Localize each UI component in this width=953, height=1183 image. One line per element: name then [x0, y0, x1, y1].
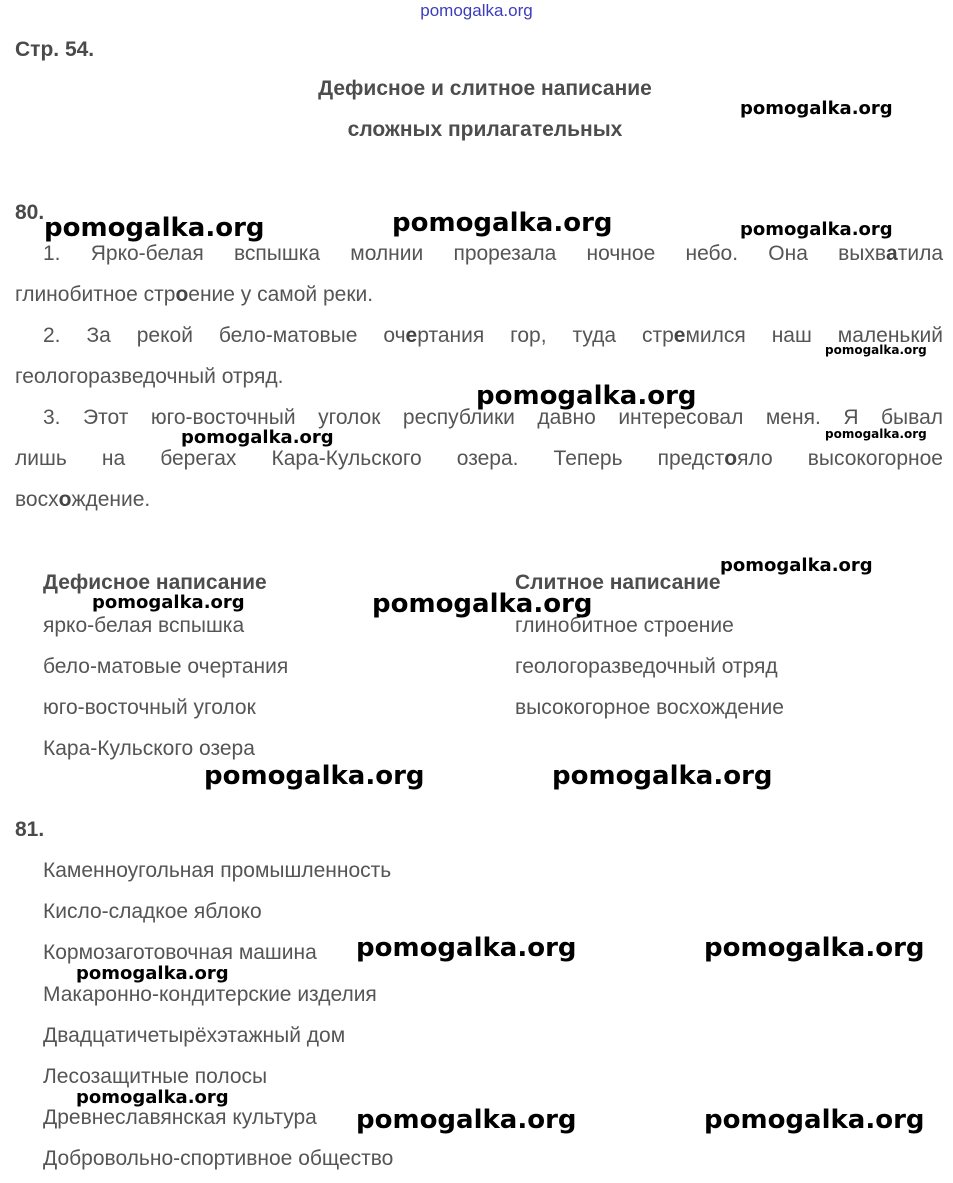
- watermark: pomogalka.org: [44, 213, 265, 243]
- watermark: pomogalka.org: [825, 427, 927, 441]
- watermark: pomogalka.org: [92, 592, 245, 613]
- list-item: Каменноугольная промышленность: [43, 859, 392, 882]
- watermark: pomogalka.org: [76, 1087, 229, 1108]
- watermark: pomogalka.org: [740, 98, 893, 119]
- solid-item: геологоразведочный отряд: [515, 655, 778, 678]
- watermark: pomogalka.org: [356, 1105, 577, 1135]
- exercise-80-text: [15, 233, 943, 520]
- list-item: Древнеславянская культура: [43, 1106, 317, 1129]
- sentence-3-line-1: 3. Этот юго-восточный уголок республики давно интересовал меня. Я бывал: [43, 406, 943, 429]
- list-item: Добровольно-спортивное общество: [43, 1147, 394, 1170]
- sentence-1-line-2: глинобитное строение у самой реки.: [15, 283, 374, 306]
- hyphen-item: юго-восточный уголок: [43, 696, 256, 719]
- list-item: Макаронно-кондитерские изделия: [43, 983, 377, 1006]
- watermark: pomogalka.org: [76, 963, 229, 984]
- list-item: Лесозащитные полосы: [43, 1065, 268, 1088]
- watermark: pomogalka.org: [204, 761, 425, 791]
- watermark: pomogalka.org: [740, 219, 893, 240]
- sentence-3-line-3: восхождение.: [15, 488, 151, 511]
- solid-item: высокогорное восхождение: [515, 696, 784, 719]
- list-item: Кисло-сладкое яблоко: [43, 900, 262, 923]
- page-number: Стр. 54.: [15, 38, 95, 61]
- watermark: pomogalka.org: [392, 208, 613, 238]
- watermark: pomogalka.org: [476, 381, 697, 411]
- exercise-number-80: 80.: [15, 201, 45, 224]
- sentence-2-line-1: 2. За рекой бело-матовые очертания гор, туда стремился наш маленький: [43, 324, 944, 347]
- sentence-2-line-2: геологоразведочный отряд.: [15, 365, 284, 388]
- watermark: pomogalka.org: [704, 1105, 925, 1135]
- solid-item: глинобитное строение: [515, 614, 734, 637]
- watermark: pomogalka.org: [825, 343, 927, 357]
- watermark: pomogalka.org: [181, 427, 334, 448]
- site-watermark-top: pomogalka.org: [420, 1, 533, 20]
- hyphen-item: Кара-Кульского озера: [43, 737, 255, 760]
- hyphen-item: бело-матовые очертания: [43, 655, 289, 678]
- exercise-number-81: 81.: [15, 818, 45, 841]
- watermark: pomogalka.org: [372, 589, 593, 619]
- sentence-1-line-1: 1. Ярко-белая вспышка молнии прорезала ночное небо. Она выхватила: [43, 242, 943, 265]
- watermark: pomogalka.org: [552, 761, 773, 791]
- sentence-3-line-2: лишь на берегах Кара-Кульского озера. Теперь предстояло высокогорное: [15, 447, 943, 470]
- page-title-line1: Дефисное и слитное написание: [318, 77, 652, 100]
- list-item: Кормозаготовочная машина: [43, 941, 317, 964]
- list-item: Двадцатичетырёхэтажный дом: [43, 1024, 346, 1047]
- hyphen-column-heading: Дефисное написание: [43, 571, 267, 594]
- page-title-line2: сложных прилагательных: [347, 118, 623, 141]
- watermark: pomogalka.org: [356, 933, 577, 963]
- hyphen-item: ярко-белая вспышка: [43, 614, 245, 637]
- watermark: pomogalka.org: [704, 933, 925, 963]
- solid-column-heading: Слитное написание: [515, 571, 721, 594]
- watermark: pomogalka.org: [720, 555, 873, 576]
